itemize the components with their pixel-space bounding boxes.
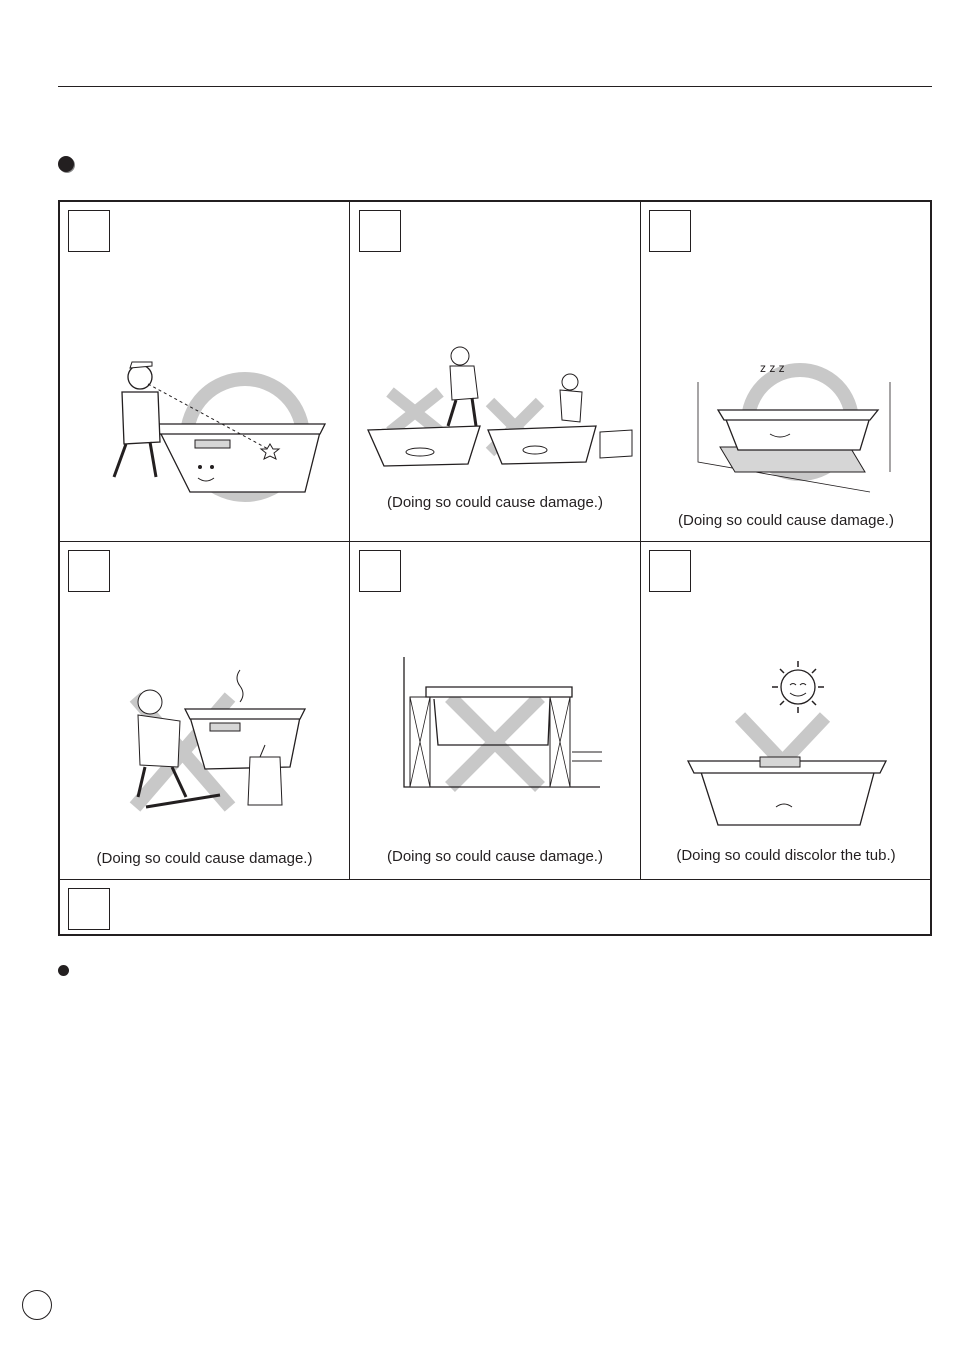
panel-1-number-box bbox=[68, 210, 110, 252]
panel-1-inspect-tub-illustration bbox=[100, 352, 340, 512]
svg-text:z z z: z z z bbox=[760, 361, 785, 375]
grid-divider bbox=[60, 541, 930, 542]
section-bullet-icon bbox=[58, 156, 74, 172]
panel-5-tub-installed-between-walls-illustration bbox=[390, 657, 605, 807]
panel-3-number-box bbox=[649, 210, 691, 252]
panel-4-caption: (Doing so could cause damage.) bbox=[96, 850, 313, 867]
precaution-grid bbox=[58, 200, 932, 936]
page-number-circle bbox=[22, 1290, 52, 1320]
panel-2-standing-on-tub-illustration bbox=[360, 342, 640, 482]
panel-6-tub-in-sunlight-illustration bbox=[680, 657, 895, 827]
panel-6-number-box bbox=[649, 550, 691, 592]
panel-4-number-box bbox=[68, 550, 110, 592]
prohibited-x-icon bbox=[450, 697, 540, 787]
panel-2-number-box bbox=[359, 210, 401, 252]
panel-7-number-box bbox=[68, 888, 110, 930]
panel-6-caption: (Doing so could discolor the tub.) bbox=[676, 847, 896, 864]
panel-5-caption: (Doing so could cause damage.) bbox=[387, 848, 603, 865]
header-rule bbox=[58, 86, 932, 87]
panel-3-caption: (Doing so could cause damage.) bbox=[678, 512, 894, 529]
panel-2-caption: (Doing so could cause damage.) bbox=[387, 494, 603, 511]
panel-4-fire-near-tub-illustration bbox=[90, 657, 340, 827]
panel-3-tub-on-blocks-illustration bbox=[690, 342, 910, 492]
sun-icon bbox=[772, 661, 824, 713]
prohibited-x-icon bbox=[390, 392, 440, 432]
note-bullet-icon bbox=[58, 965, 69, 976]
panel-5-number-box bbox=[359, 550, 401, 592]
grid-divider bbox=[60, 879, 930, 880]
